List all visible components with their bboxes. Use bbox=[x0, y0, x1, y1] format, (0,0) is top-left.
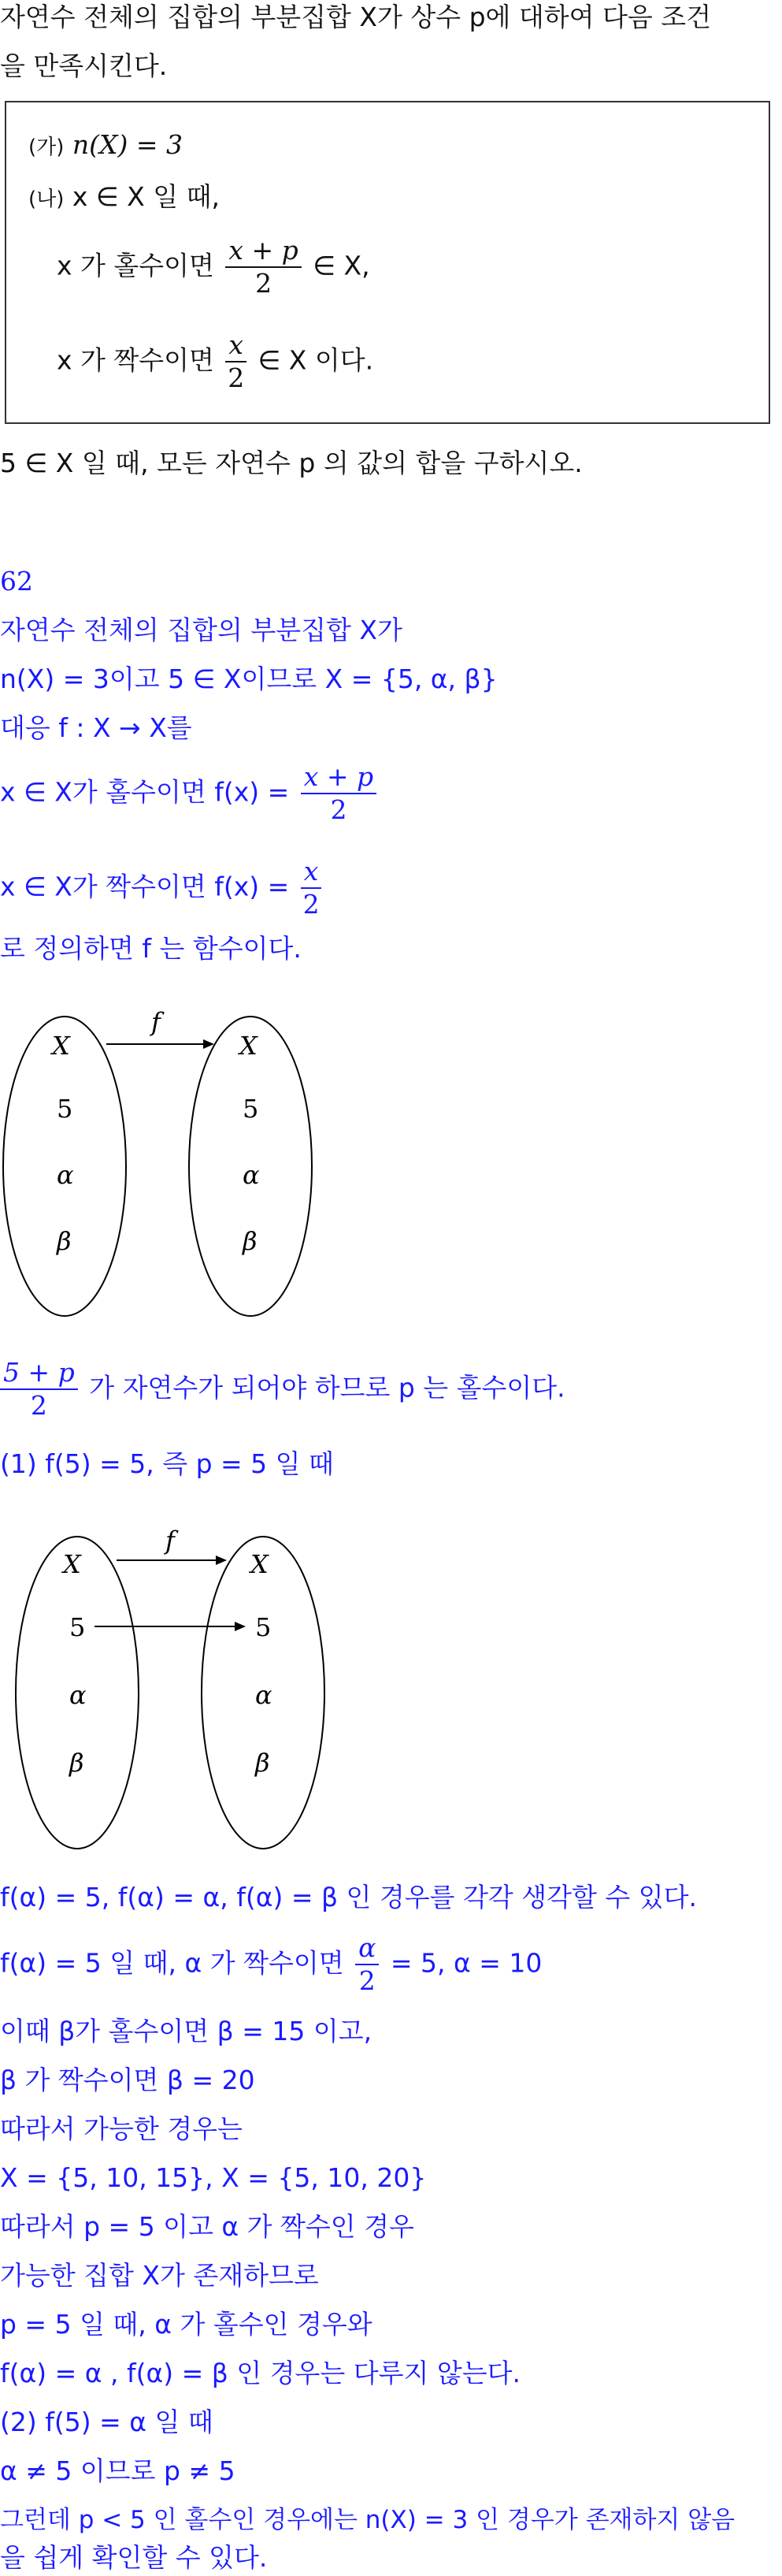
condition-odd-fraction bbox=[225, 235, 301, 299]
solution-case2: (2) f(5) = α 일 때 bbox=[0, 2407, 213, 2437]
codomain-item: α bbox=[243, 1160, 260, 1190]
solution-line7 bbox=[0, 1357, 565, 1422]
solution-line4-prefix: x ∈ X가 홀수이면 f(x) = bbox=[0, 776, 290, 808]
fraction-denominator: 2 bbox=[228, 362, 245, 393]
domain-label: X bbox=[63, 1549, 81, 1579]
domain-label: X bbox=[52, 1031, 70, 1061]
solution-line18: α ≠ 5 이므로 p ≠ 5 bbox=[0, 2455, 235, 2486]
fraction-denominator: 2 bbox=[255, 268, 272, 299]
solution-answer: 62 bbox=[0, 566, 33, 597]
domain-item: 5 bbox=[57, 1094, 73, 1124]
domain-item: α bbox=[69, 1680, 87, 1710]
fraction-numerator: α bbox=[355, 1932, 379, 1965]
fraction-numerator: x bbox=[301, 856, 322, 889]
codomain-item: α bbox=[255, 1680, 272, 1710]
solution-line4-fraction bbox=[301, 761, 376, 826]
condition-ga-label: (가) bbox=[28, 136, 65, 159]
solution-line16: p = 5 일 때, α 가 홀수인 경우와 bbox=[0, 2309, 372, 2340]
codomain-item: β bbox=[243, 1226, 258, 1256]
condition-odd-suffix: ∈ X, bbox=[313, 250, 370, 281]
solution-case1: (1) f(5) = 5, 즉 p = 5 일 때 bbox=[0, 1448, 334, 1479]
domain-item: β bbox=[57, 1226, 72, 1256]
solution-line20: 을 쉽게 확인할 수 있다. bbox=[0, 2542, 268, 2573]
solution-line9-fraction bbox=[355, 1932, 379, 1997]
solution-line5 bbox=[0, 856, 324, 920]
domain-item: β bbox=[69, 1748, 84, 1778]
codomain-item: 5 bbox=[243, 1094, 259, 1124]
fraction-numerator: 5 + p bbox=[0, 1357, 78, 1390]
function-label: f bbox=[165, 1526, 175, 1556]
solution-line3: 대응 f : X → X를 bbox=[0, 712, 192, 743]
condition-na bbox=[28, 180, 220, 217]
solution-line15: 가능한 집합 X가 존재하므로 bbox=[0, 2260, 319, 2291]
arrowhead bbox=[235, 1622, 246, 1631]
solution-line6: 로 정의하면 f 는 함수이다. bbox=[0, 933, 302, 964]
codomain-item: β bbox=[255, 1748, 270, 1778]
solution-line9 bbox=[0, 1932, 542, 1997]
condition-odd-prefix: x 가 홀수이면 bbox=[57, 250, 214, 281]
mapping-diagram-2 bbox=[8, 1521, 347, 1852]
solution-line13: X = {5, 10, 15}, X = {5, 10, 20} bbox=[0, 2162, 427, 2193]
solution-line5-prefix: x ∈ X가 짝수이면 f(x) = bbox=[0, 871, 290, 902]
problem-intro-line2: 을 만족시킨다. bbox=[0, 50, 168, 81]
solution-line17: f(α) = α , f(α) = β 인 경우는 다루지 않는다. bbox=[0, 2358, 521, 2388]
mapping-diagram-1 bbox=[0, 1001, 331, 1324]
solution-line2: n(X) = 3이고 5 ∈ X이므로 X = {5, α, β} bbox=[0, 664, 498, 694]
codomain-label: X bbox=[250, 1549, 269, 1579]
condition-even bbox=[57, 329, 373, 394]
fraction-denominator: 2 bbox=[330, 794, 347, 825]
fraction-numerator: x + p bbox=[301, 761, 376, 794]
arrowhead bbox=[216, 1556, 227, 1565]
condition-na-text: x ∈ X 일 때, bbox=[72, 181, 220, 212]
condition-ga bbox=[28, 128, 183, 165]
fraction-numerator: x bbox=[225, 329, 246, 362]
condition-na-label: (나) bbox=[28, 188, 65, 211]
solution-line9-prefix: f(α) = 5 일 때, α 가 짝수이면 bbox=[0, 1947, 344, 1979]
problem-intro-line1: 자연수 전체의 집합의 부분집합 X가 상수 p에 대하여 다음 조건 bbox=[0, 2, 712, 32]
solution-line1: 자연수 전체의 집합의 부분집합 X가 bbox=[0, 615, 402, 645]
fraction-numerator: x + p bbox=[225, 235, 301, 268]
fraction-denominator: 2 bbox=[358, 1965, 376, 1996]
solution-line9-suffix: = 5, α = 10 bbox=[390, 1947, 543, 1979]
solution-line4 bbox=[0, 761, 380, 826]
fraction-denominator: 2 bbox=[302, 889, 320, 920]
solution-line11: β 가 짝수이면 β = 20 bbox=[0, 2065, 255, 2095]
function-label: f bbox=[151, 1007, 161, 1037]
solution-line5-fraction bbox=[301, 856, 322, 920]
condition-even-prefix: x 가 짝수이면 bbox=[57, 344, 214, 376]
solution-line10: 이때 β가 홀수이면 β = 15 이고, bbox=[0, 2016, 372, 2046]
condition-even-suffix: ∈ X 이다. bbox=[258, 344, 374, 376]
solution-line8: f(α) = 5, f(α) = α, f(α) = β 인 경우를 각각 생각할 수 있다. bbox=[0, 1882, 697, 1912]
condition-even-fraction bbox=[225, 329, 246, 394]
solution-line7-fraction bbox=[0, 1357, 78, 1422]
domain-item: 5 bbox=[69, 1612, 86, 1642]
solution-line7-suffix: 가 자연수가 되어야 하므로 p 는 홀수이다. bbox=[89, 1372, 565, 1403]
solution-line14: 따라서 p = 5 이고 α 가 짝수인 경우 bbox=[0, 2211, 414, 2242]
codomain-item: 5 bbox=[255, 1612, 272, 1642]
codomain-label: X bbox=[239, 1031, 258, 1061]
solution-line19: 그런데 p < 5 인 홀수인 경우에는 n(X) = 3 인 경우가 존재하지 않음 bbox=[0, 2506, 736, 2534]
condition-odd bbox=[57, 235, 370, 299]
problem-question: 5 ∈ X 일 때, 모든 자연수 p 의 값의 합을 구하시오. bbox=[0, 448, 583, 478]
domain-item: α bbox=[57, 1160, 74, 1190]
fraction-denominator: 2 bbox=[30, 1390, 47, 1421]
solution-line12: 따라서 가능한 경우는 bbox=[0, 2113, 243, 2144]
condition-ga-text: n(X) = 3 bbox=[72, 129, 183, 160]
